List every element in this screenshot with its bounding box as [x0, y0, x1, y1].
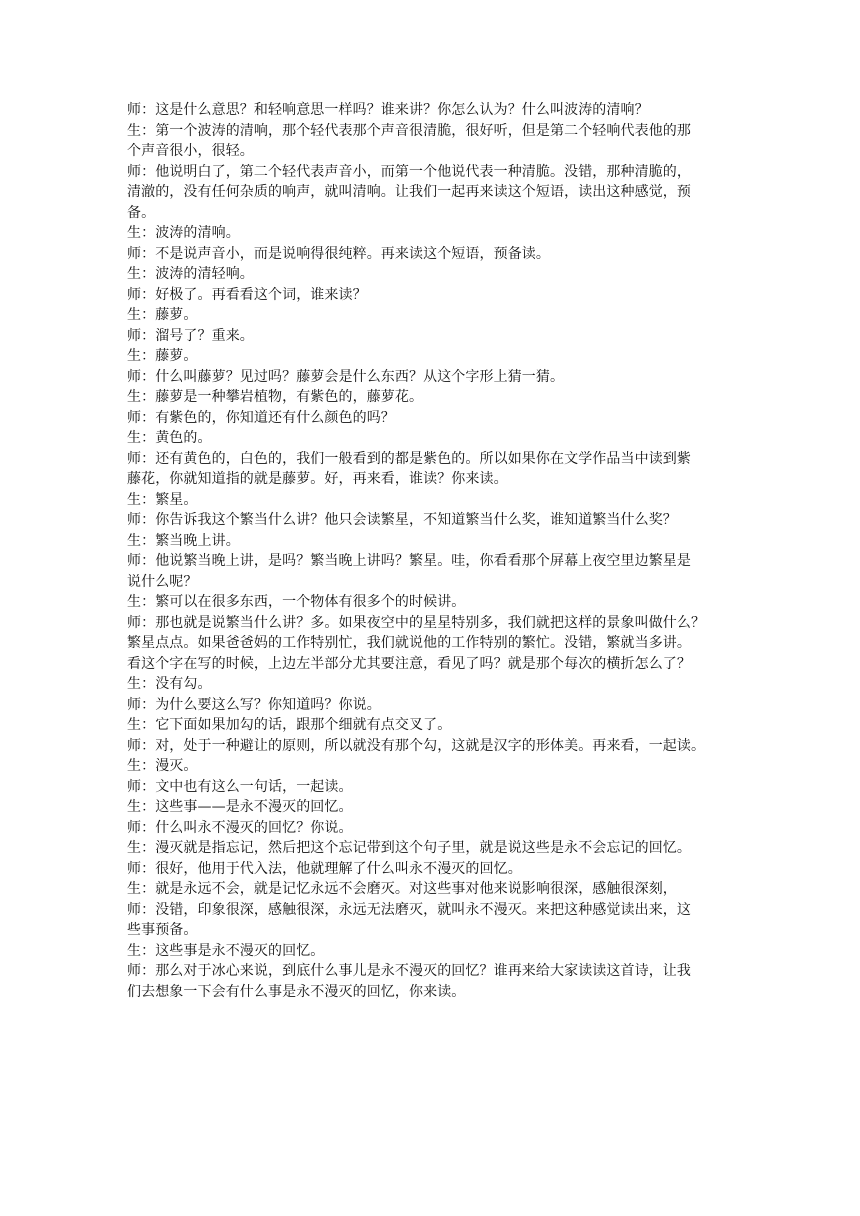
text-line: 备。	[127, 204, 156, 221]
text-line: 个声音很小，很轻。	[127, 143, 254, 159]
text-line: 师：很好，他用于代入法，他就理解了什么叫永不漫灭的回忆。	[127, 860, 522, 877]
text-line: 师：什么叫藤萝？见过吗？藤萝会是什么东西？从这个字形上猜一猜。	[127, 368, 565, 385]
text-line: 生：波涛的清响。	[127, 225, 240, 241]
text-line: 生：漫灭。	[127, 758, 198, 774]
text-line: 说什么呢？	[127, 573, 198, 590]
text-line: 繁星点点。如果爸爸妈的工作特别忙，我们就说他的工作特别的繁忙。没错，繁就当多讲。	[127, 635, 691, 651]
text-line: 师：还有黄色的，白色的，我们一般看到的都是紫色的。所以如果你在文学作品当中读到紫	[127, 450, 691, 467]
text-line: 生：黄色的。	[127, 430, 212, 446]
text-line: 生：藤萝是一种攀岩植物，有紫色的，藤萝花。	[127, 389, 424, 405]
text-line: 师：那也就是说繁当什么讲？多。如果夜空中的星星特别多，我们就把这样的景象叫做什么？	[127, 614, 706, 631]
text-line: 师：文中也有这么一句话，一起读。	[127, 778, 353, 795]
text-line: 师：你告诉我这个繁当什么讲？他只会读繁星，不知道繁当什么奖，谁知道繁当什么奖？	[127, 512, 677, 528]
text-line: 师：他说明白了，第二个轻代表声音小，而第一个他说代表一种清脆。没错，那种清脆的，	[127, 163, 691, 180]
text-line: 生：就是永远不会，就是记忆永远不会磨灭。对这些事对他来说影响很深，感触很深刻，	[127, 881, 677, 897]
text-line: 生：这些事——是永不漫灭的回忆。	[127, 799, 353, 815]
text-line: 生：漫灭就是指忘记，然后把这个忘记带到这个句子里，就是说这些是永不会忘记的回忆。	[127, 840, 691, 856]
text-line: 生：没有勾。	[127, 676, 212, 692]
text-line: 师：那么对于冰心来说，到底什么事儿是永不漫灭的回忆？谁再来给大家读读这首诗，让我	[127, 963, 691, 979]
text-line: 师：他说繁当晚上讲，是吗？繁当晚上讲吗？繁星。哇，你看看那个屏幕上夜空里边繁星是	[127, 553, 691, 569]
text-line: 生：第一个波涛的清响，那个轻代表那个声音很清脆，很好听，但是第二个轻响代表他的那	[127, 122, 691, 139]
text-line: 藤花，你就知道指的就是藤萝。好，再来看，谁读？你来读。	[127, 471, 508, 487]
text-line: 师：没错，印象很深，感触很深，永远无法磨灭，就叫永不漫灭。来把这种感觉读出来，这	[127, 901, 691, 918]
text-line: 师：溜号了？重来。	[127, 327, 254, 344]
text-line: 生：波涛的清轻响。	[127, 266, 254, 282]
text-line: 师：为什么要这么写？你知道吗？你说。	[127, 696, 381, 713]
text-line: 们去想象一下会有什么事是永不漫灭的回忆，你来读。	[127, 983, 466, 1000]
text-line: 师：什么叫永不漫灭的回忆？你说。	[127, 819, 353, 836]
text-line: 生：繁可以在很多东西，一个物体有很多个的时候讲。	[127, 594, 466, 610]
text-line: 看这个字在写的时候，上边左半部分尤其要注意，看见了吗？就是那个每次的横折怎么了？	[127, 655, 691, 672]
text-line: 师：这是什么意思？和轻响意思一样吗？谁来讲？你怎么认为？什么叫波涛的清响？	[127, 102, 649, 118]
text-line: 生：藤萝。	[127, 348, 198, 364]
text-line: 些事预备。	[127, 922, 198, 938]
text-line: 生：它下面如果加勾的话，跟那个细就有点交叉了。	[127, 717, 452, 733]
text-line: 师：有紫色的，你知道还有什么颜色的吗？	[127, 409, 395, 426]
text-line: 生：繁当晚上讲。	[127, 532, 240, 549]
text-line: 生：这些事是永不漫灭的回忆。	[127, 942, 325, 959]
text-line: 师：好极了。再看看这个词，谁来读？	[127, 286, 367, 303]
text-line: 生：繁星。	[127, 491, 198, 508]
document-body	[127, 100, 737, 1002]
text-line: 师：不是说声音小，而是说响得很纯粹。再来读这个短语，预备读。	[127, 245, 550, 262]
text-line: 生：藤萝。	[127, 307, 198, 323]
text-line: 清澈的，没有任何杂质的响声，就叫清响。让我们一起再来读这个短语，读出这种感觉，预	[127, 184, 691, 200]
text-line: 师：对，处于一种避让的原则，所以就没有那个勾，这就是汉字的形体美。再来看，一起读。	[127, 737, 706, 754]
